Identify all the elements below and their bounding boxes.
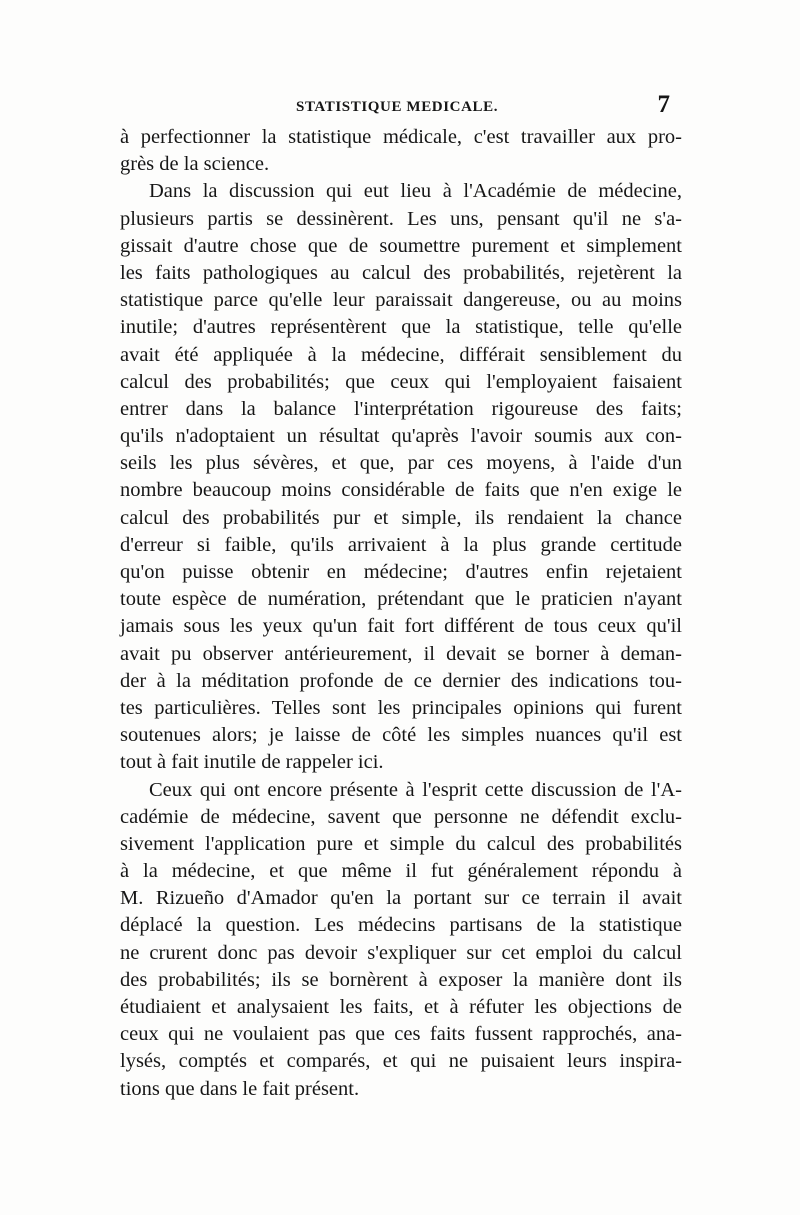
text-line: les faits pathologiques au calcul des probabilités, rejetèrent la <box>120 261 682 284</box>
page-number: 7 <box>657 91 670 118</box>
text-line: des probabilités; ils se bornèrent à exposer la manière dont ils <box>120 968 682 991</box>
text-line: statistique parce qu'elle leur paraissait dangereuse, ou au moins <box>120 289 682 312</box>
text-line: à perfectionner la statistique médicale, c'est travailler aux pro- <box>120 126 682 148</box>
text-line: ne crurent donc pas devoir s'expliquer sur cet emploi du calcul <box>120 941 682 964</box>
text-line: tes particulières. Telles sont les principales opinions qui furent <box>120 696 682 719</box>
text-line: étudiaient et analysaient les faits, et à réfuter les objections de <box>120 996 682 1018</box>
text-line: tout à fait inutile de rappeler ici. <box>120 751 384 774</box>
text-line: déplacé la question. Les médecins partisans de la statistique <box>120 914 682 937</box>
text-line: qu'ils n'adoptaient un résultat qu'après l'avoir soumis aux con- <box>120 425 682 448</box>
body-text <box>120 124 682 1103</box>
running-title: STATISTIQUE MEDICALE. <box>296 99 499 115</box>
text-line: calcul des probabilités pur et simple, ils rendaient la chance <box>120 506 682 529</box>
text-line: calcul des probabilités; que ceux qui l'employaient faisaient <box>120 370 682 393</box>
text-line: avait pu observer antérieurement, il devait se borner à deman- <box>120 642 682 665</box>
text-line: d'erreur si faible, qu'ils arrivaient à la plus grande certitude <box>120 533 682 556</box>
text-line: qu'on puisse obtenir en médecine; d'autres enfin rejetaient <box>120 561 682 583</box>
text-line: inutile; d'autres représentèrent que la statistique, telle qu'elle <box>120 316 682 339</box>
text-line: cadémie de médecine, savent que personne ne défendit exclu- <box>120 805 682 828</box>
text-line: sivement l'application pure et simple du calcul des probabilités <box>120 832 682 855</box>
text-line: jamais sous les yeux qu'un fait fort différent de tous ceux qu'il <box>120 615 682 638</box>
text-line: toute espèce de numération, prétendant que le praticien n'ayant <box>120 588 682 611</box>
text-line: nombre beaucoup moins considérable de faits que n'en exige le <box>120 479 682 502</box>
text-line: Ceux qui ont encore présente à l'esprit cette discussion de l'A- <box>149 778 682 801</box>
text-line: ceux qui ne voulaient pas que ces faits fussent rapprochés, ana- <box>120 1023 682 1046</box>
text-line: grès de la science. <box>120 153 270 176</box>
text-line: tions que dans le fait présent. <box>120 1077 360 1100</box>
text-line: à la médecine, et que même il fut généralement répondu à <box>120 860 682 883</box>
text-line: avait été appliquée à la médecine, différait sensiblement du <box>120 343 682 366</box>
text-line: Dans la discussion qui eut lieu à l'Académie de médecine, <box>149 180 682 203</box>
text-line: gissait d'autre chose que de soumettre purement et simplement <box>120 234 682 257</box>
text-line: soutenues alors; je laisse de côté les simples nuances qu'il est <box>120 724 682 747</box>
running-head <box>120 91 680 120</box>
text-line: der à la méditation profonde de ce dernier des indications tou- <box>120 669 682 692</box>
text-line: entrer dans la balance l'interprétation rigoureuse des faits; <box>120 397 682 420</box>
text-line: lysés, comptés et comparés, et qui ne puisaient leurs inspira- <box>120 1050 682 1073</box>
text-line: seils les plus sévères, et que, par ces moyens, à l'aide d'un <box>120 452 682 475</box>
text-line: plusieurs partis se dessinèrent. Les uns, pensant qu'il ne s'a- <box>120 207 682 230</box>
text-line: M. Rizueño d'Amador qu'en la portant sur ce terrain il avait <box>120 887 682 910</box>
